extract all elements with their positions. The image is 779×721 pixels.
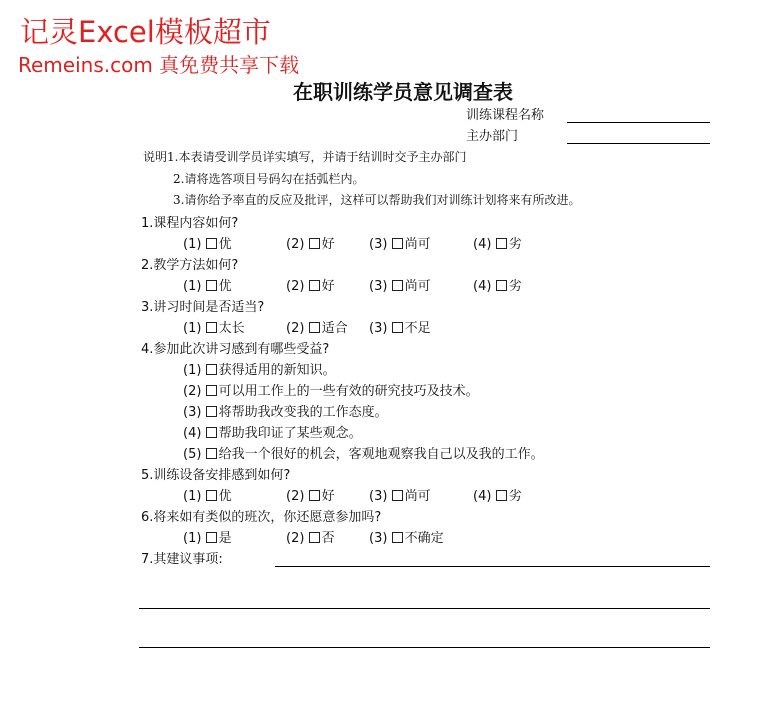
option-label: 劣 (508, 489, 522, 504)
suggestion-line-2[interactable] (139, 608, 710, 609)
q2-option-4[interactable] (473, 275, 522, 294)
option-number: (3) (369, 279, 388, 294)
option-number: (4) (473, 237, 492, 252)
q4-option-2[interactable] (183, 380, 479, 399)
checkbox-icon[interactable] (206, 532, 217, 543)
option-number: (3) (183, 405, 202, 420)
option-number: (4) (183, 426, 202, 441)
option-label: 劣 (508, 279, 522, 294)
department-label: 主办部门 (466, 129, 519, 144)
option-label: 将帮助我改变我的工作态度。 (218, 405, 388, 420)
q1-option-4[interactable] (473, 233, 522, 252)
q2-option-1[interactable] (183, 275, 232, 294)
checkbox-icon[interactable] (309, 532, 320, 543)
option-label: 尚可 (404, 489, 431, 504)
question-5: 5.训练设备安排感到如何? (141, 468, 291, 483)
checkbox-icon[interactable] (206, 406, 217, 417)
option-number: (1) (183, 279, 202, 294)
q6-option-3[interactable] (369, 527, 444, 546)
checkbox-icon[interactable] (496, 280, 507, 291)
checkbox-icon[interactable] (206, 322, 217, 333)
question-2: 2.教学方法如何? (141, 258, 239, 273)
option-number: (2) (286, 237, 305, 252)
department-field[interactable] (567, 143, 710, 144)
q4-option-4[interactable] (183, 422, 362, 441)
option-number: (4) (473, 279, 492, 294)
question-7: 7.其建议事项: (141, 552, 223, 567)
q3-option-2[interactable] (286, 317, 348, 336)
option-label: 否 (321, 531, 335, 546)
option-label: 优 (218, 279, 232, 294)
option-label: 是 (218, 531, 232, 546)
q4-option-1[interactable] (183, 359, 336, 378)
q1-option-1[interactable] (183, 233, 232, 252)
option-number: (1) (183, 321, 202, 336)
option-label: 可以用工作上的一些有效的研究技巧及技术。 (218, 384, 479, 399)
option-label: 尚可 (404, 279, 431, 294)
option-label: 给我一个很好的机会，客观地观察我自己以及我的工作。 (218, 447, 544, 462)
question-6: 6.将来如有类似的班次，你还愿意参加吗? (141, 510, 382, 525)
option-label: 优 (218, 237, 232, 252)
option-label: 好 (321, 279, 335, 294)
option-label: 获得适用的新知识。 (218, 363, 336, 378)
question-4: 4.参加此次讲习感到有哪些受益? (141, 342, 330, 357)
option-number: (4) (473, 489, 492, 504)
option-number: (1) (183, 489, 202, 504)
option-label: 好 (321, 489, 335, 504)
q2-option-3[interactable] (369, 275, 431, 294)
option-label: 太长 (218, 321, 245, 336)
checkbox-icon[interactable] (392, 490, 403, 501)
option-label: 尚可 (404, 237, 431, 252)
instruction-note-3: 3.请你给予率直的反应及批评，这样可以帮助我们对训练计划将来有所改进。 (173, 193, 581, 207)
watermark-site: Remeins.com 真免费共享下载 (18, 53, 300, 77)
form-title: 在职训练学员意见调查表 (293, 80, 513, 104)
option-number: (1) (183, 531, 202, 546)
checkbox-icon[interactable] (309, 490, 320, 501)
checkbox-icon[interactable] (206, 427, 217, 438)
q5-option-1[interactable] (183, 485, 232, 504)
option-number: (3) (369, 237, 388, 252)
option-label: 不确定 (404, 531, 444, 546)
option-number: (2) (286, 321, 305, 336)
checkbox-icon[interactable] (392, 532, 403, 543)
option-label: 劣 (508, 237, 522, 252)
checkbox-icon[interactable] (309, 238, 320, 249)
option-number: (5) (183, 447, 202, 462)
q1-option-3[interactable] (369, 233, 431, 252)
checkbox-icon[interactable] (392, 322, 403, 333)
checkbox-icon[interactable] (206, 385, 217, 396)
option-number: (2) (286, 279, 305, 294)
option-number: (2) (286, 531, 305, 546)
suggestion-line-1[interactable] (275, 566, 710, 567)
suggestion-line-3[interactable] (139, 647, 710, 648)
checkbox-icon[interactable] (206, 448, 217, 459)
checkbox-icon[interactable] (392, 238, 403, 249)
question-3: 3.讲习时间是否适当? (141, 300, 265, 315)
checkbox-icon[interactable] (392, 280, 403, 291)
q1-option-2[interactable] (286, 233, 335, 252)
option-number: (1) (183, 363, 202, 378)
checkbox-icon[interactable] (496, 490, 507, 501)
option-number: (2) (286, 489, 305, 504)
instruction-note-1: 说明1.本表请受训学员详实填写，并请于结训时交予主办部门 (143, 150, 467, 164)
option-number: (3) (369, 531, 388, 546)
q4-option-3[interactable] (183, 401, 388, 420)
q5-option-4[interactable] (473, 485, 522, 504)
q3-option-3[interactable] (369, 317, 431, 336)
watermark-brand: 记灵Excel模板超市 (20, 15, 271, 49)
q4-option-5[interactable] (183, 443, 544, 462)
checkbox-icon[interactable] (206, 364, 217, 375)
option-label: 不足 (404, 321, 431, 336)
q6-option-1[interactable] (183, 527, 232, 546)
option-label: 适合 (321, 321, 348, 336)
option-number: (3) (369, 321, 388, 336)
option-label: 好 (321, 237, 335, 252)
course-name-field[interactable] (567, 122, 710, 123)
option-number: (2) (183, 384, 202, 399)
option-number: (3) (369, 489, 388, 504)
checkbox-icon[interactable] (309, 322, 320, 333)
instruction-note-2: 2.请将选答项目号码勾在括弧栏内。 (173, 172, 365, 186)
checkbox-icon[interactable] (309, 280, 320, 291)
checkbox-icon[interactable] (206, 490, 217, 501)
option-number: (1) (183, 237, 202, 252)
q3-option-1[interactable] (183, 317, 245, 336)
course-name-label: 训练课程名称 (466, 108, 545, 123)
option-label: 优 (218, 489, 232, 504)
checkbox-icon[interactable] (206, 238, 217, 249)
q2-option-2[interactable] (286, 275, 335, 294)
checkbox-icon[interactable] (496, 238, 507, 249)
checkbox-icon[interactable] (206, 280, 217, 291)
question-1: 1.课程内容如何? (141, 216, 239, 231)
q5-option-3[interactable] (369, 485, 431, 504)
q5-option-2[interactable] (286, 485, 335, 504)
q6-option-2[interactable] (286, 527, 335, 546)
option-label: 帮助我印证了某些观念。 (218, 426, 362, 441)
